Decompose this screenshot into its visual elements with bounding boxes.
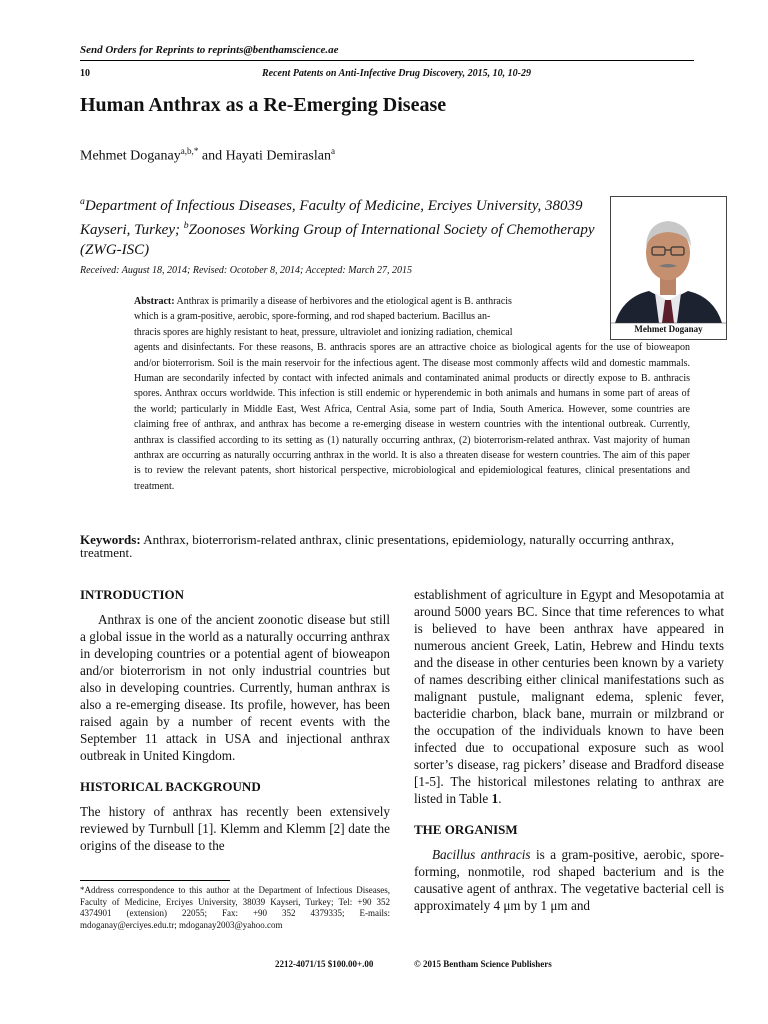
- author-1-sup: a,b,*: [180, 146, 199, 156]
- history-paragraph: The history of anthrax has recently been extensively reviewed by Turnbull [1]. Klemm and Klemm [2] date the origins of the disease to the: [80, 804, 390, 853]
- intro-paragraph: Anthrax is one of the ancient zoonotic disease but still a global issue in the world as a naturally occurring anthrax in developing countries or a potential agent of bioweapon and/or bioterrorism in not only industrial countries but also in developing countries. Currently, human anthrax is also a re-emerging disease. Its profile, however, has been raised again by a number of recent events with the September 11 attack in USA and injectional anthrax outbreak in United Kingdom.: [80, 612, 390, 763]
- keywords-label: Keywords:: [80, 532, 141, 547]
- article-title: Human Anthrax as a Re-Emerging Disease: [80, 94, 447, 116]
- intro-heading: INTRODUCTION: [80, 587, 185, 602]
- organism-species: Bacillus anthracis: [432, 847, 531, 862]
- keywords-text: Anthrax, bioterrorism-related anthrax, clinic presentations, epidemiology, naturally occurring anthrax, treatment.: [80, 532, 675, 560]
- journal-citation: Recent Patents on Anti-Infective Drug Discovery, 2015, 10, 10-29: [262, 68, 531, 79]
- abstract-label: Abstract:: [134, 296, 175, 307]
- abstract-line-3: thracis spores are highly resistant to heat, pressure, ultraviolet and ionizing radiation, chemical: [134, 326, 513, 338]
- abstract-body: agents and disinfectants. For these reasons, B. anthracis spores are an attractive choice as biological agents for the use of bioweapon and/or bioterrorism. Soil is the main reservoir for the infectious agent. The disease most commonly affects wild and domestic mammals. Human are secondarily infected by contact with infected animals and contaminated animal products or directly expose to B. anthracis spores. Anthrax occurs worldwide. This infection is still endemic or hyperendemic in both animals and humans in some part of areas of the world; particularly in Middle East, West Africa, Central Asia, some part of India, South America. However, some countries are claiming free of anthrax, and anthrax has become a re-emerging disease in western countries with the intentional outbreak. Currently, anthrax is classified according to its setting as (1) naturally occurring anthrax, (2) bioterrorism-related anthrax. Vast majority of human anthrax are occurring as naturally occurring anthrax in the world. It is also a threaten disease for western countries. The aim of this paper is to review the relevant patents, short historical perspective, microbiological and epidemiological features, clinical presentations and treatment.: [134, 342, 690, 492]
- header-rule: [80, 60, 694, 61]
- table-ref: 1: [491, 791, 499, 806]
- submission-dates: Received: August 18, 2014; Revised: Ocotober 8, 2014; Accepted: March 27, 2015: [80, 265, 412, 276]
- footnote-rule: [80, 880, 230, 881]
- photo-caption: Mehmet Doganay: [634, 324, 703, 334]
- affil-sup-a: a: [80, 196, 85, 207]
- author-connector: and Hayati Demiraslan: [198, 148, 331, 164]
- author-1: Mehmet Doganay: [80, 148, 181, 164]
- left-column: [80, 586, 390, 854]
- history-continued-text: establishment of agriculture in Egypt and Mesopotamia at around 5000 years BC. Since that time references to what is believed to have been anthrax have appeared in numerous ancient Greek, Latin, Hebrew and Hindu texts and the disease in other centuries been known by a variety of names describing either clinical manifestations such as malignant pustule, malignant edema, splenic fever, bacteridie charbon, black bane, murrain or milzbrand or the occupation of the individuals known to have been infected due to occupational exposure such as wool sorter’s disease, rag pickers’ disease and Bradford disease [1-5]. The historical milestones relating to anthrax are listed in Table: [414, 587, 724, 806]
- abstract: [134, 294, 690, 494]
- history-heading: HISTORICAL BACKGROUND: [80, 779, 261, 794]
- affil-b: Zoonoses Working Group of International Society of Chemotherapy (ZWG-ISC): [80, 222, 595, 258]
- abstract-first-line: [134, 294, 600, 309]
- organism-text: is a gram-positive, aerobic, spore-forming, nonmotile, rod shaped bacterium and is the causative agent of anthrax. The vegetative bacterial cell is approximately 4 μm by 1 μm and: [414, 847, 725, 913]
- organism-heading: THE ORGANISM: [414, 822, 518, 837]
- keywords: [80, 533, 694, 559]
- right-column: [414, 586, 724, 914]
- history-continued: [414, 586, 724, 807]
- reprint-notice: Send Orders for Reprints to reprints@benthamscience.ae: [80, 44, 339, 56]
- abstract-line-1: Anthrax is primarily a disease of herbivores and the etiological agent is B. anthracis: [174, 296, 512, 307]
- copyright: © 2015 Bentham Science Publishers: [414, 959, 552, 969]
- affil-a: Department of Infectious Diseases, Faculty of Medicine, Erciyes University, 38039 Kayseri, Turkey;: [80, 198, 583, 238]
- abstract-line-2: which is a gram-positive, aerobic, spore-forming, and rod shaped bacterium. Bacillus an-: [134, 311, 491, 323]
- affiliations: [80, 192, 604, 260]
- history-end: .: [498, 791, 502, 806]
- page-number: 10: [80, 68, 90, 79]
- issn-price: 2212-4071/15 $100.00+.00: [275, 959, 374, 969]
- author-line: [80, 146, 335, 165]
- author-2-sup: a: [330, 146, 335, 156]
- organism-paragraph: [414, 846, 724, 914]
- affil-sup-b: b: [183, 220, 189, 231]
- correspondence-footnote: *Address correspondence to this author at the Department of Infectious Diseases, Faculty of Medicine, Erciyes University, 38039 Kayseri, Turkey; Tel: +90 352 4374901 (extension) 22055; Fax: +90 352 4379335; E-mails: mdoganay@erciyes.edu.tr; mdoganay2003@yahoo.com: [80, 885, 390, 930]
